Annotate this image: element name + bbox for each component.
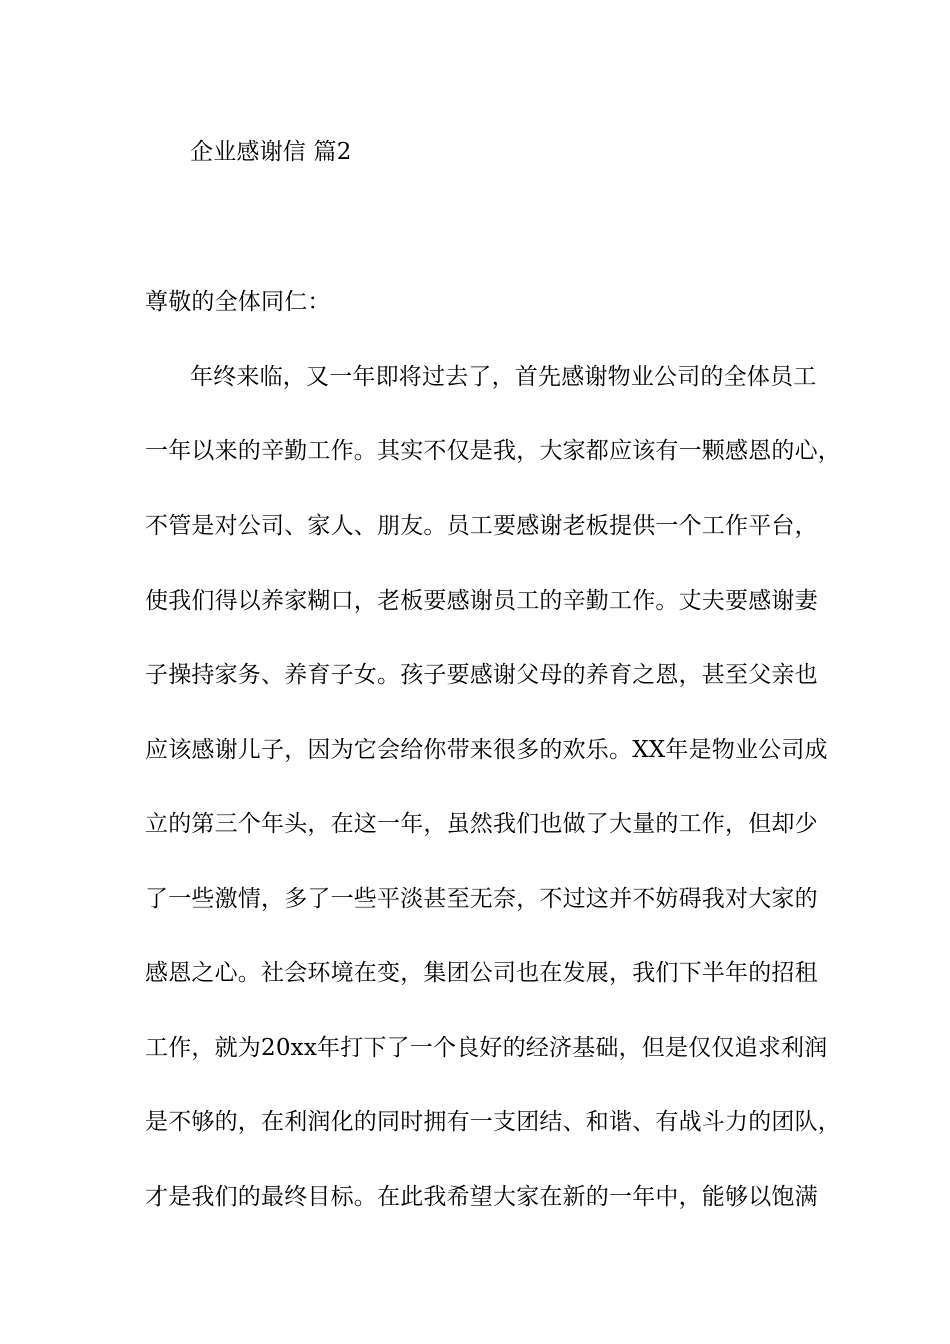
body-line: 是不够的，在利润化的同时拥有一支团结、和谐、有战斗力的团队，: [145, 1109, 841, 1135]
body-line: 子操持家务、养育子女。孩子要感谢父母的养育之恩，甚至父亲也: [145, 662, 818, 688]
body-line: 一年以来的辛勤工作。其实不仅是我，大家都应该有一颗感恩的心，: [145, 438, 841, 464]
body-line: 不管是对公司、家人、朋友。员工要感谢老板提供一个工作平台，: [145, 513, 818, 539]
body-line: 感恩之心。社会环境在变，集团公司也在发展，我们下半年的招租: [145, 960, 818, 986]
body-line: 使我们得以养家糊口，老板要感谢员工的辛勤工作。丈夫要感谢妻: [145, 588, 818, 614]
body-line: 工作，就为20xx年打下了一个良好的经济基础，但是仅仅追求利润: [145, 1035, 828, 1061]
document-title: 企业感谢信 篇2: [190, 139, 352, 165]
body-line: 才是我们的最终目标。在此我希望大家在新的一年中，能够以饱满: [145, 1184, 818, 1210]
body-line: 应该感谢儿子，因为它会给你带来很多的欢乐。XX年是物业公司成: [145, 737, 828, 763]
salutation: 尊敬的全体同仁：: [145, 289, 331, 315]
body-line: 了一些激情，多了一些平淡甚至无奈，不过这并不妨碍我对大家的: [145, 886, 818, 912]
body-line: 年终来临，又一年即将过去了，首先感谢物业公司的全体员工: [190, 364, 817, 390]
body-line: 立的第三个年头，在这一年，虽然我们也做了大量的工作，但却少: [145, 811, 818, 837]
